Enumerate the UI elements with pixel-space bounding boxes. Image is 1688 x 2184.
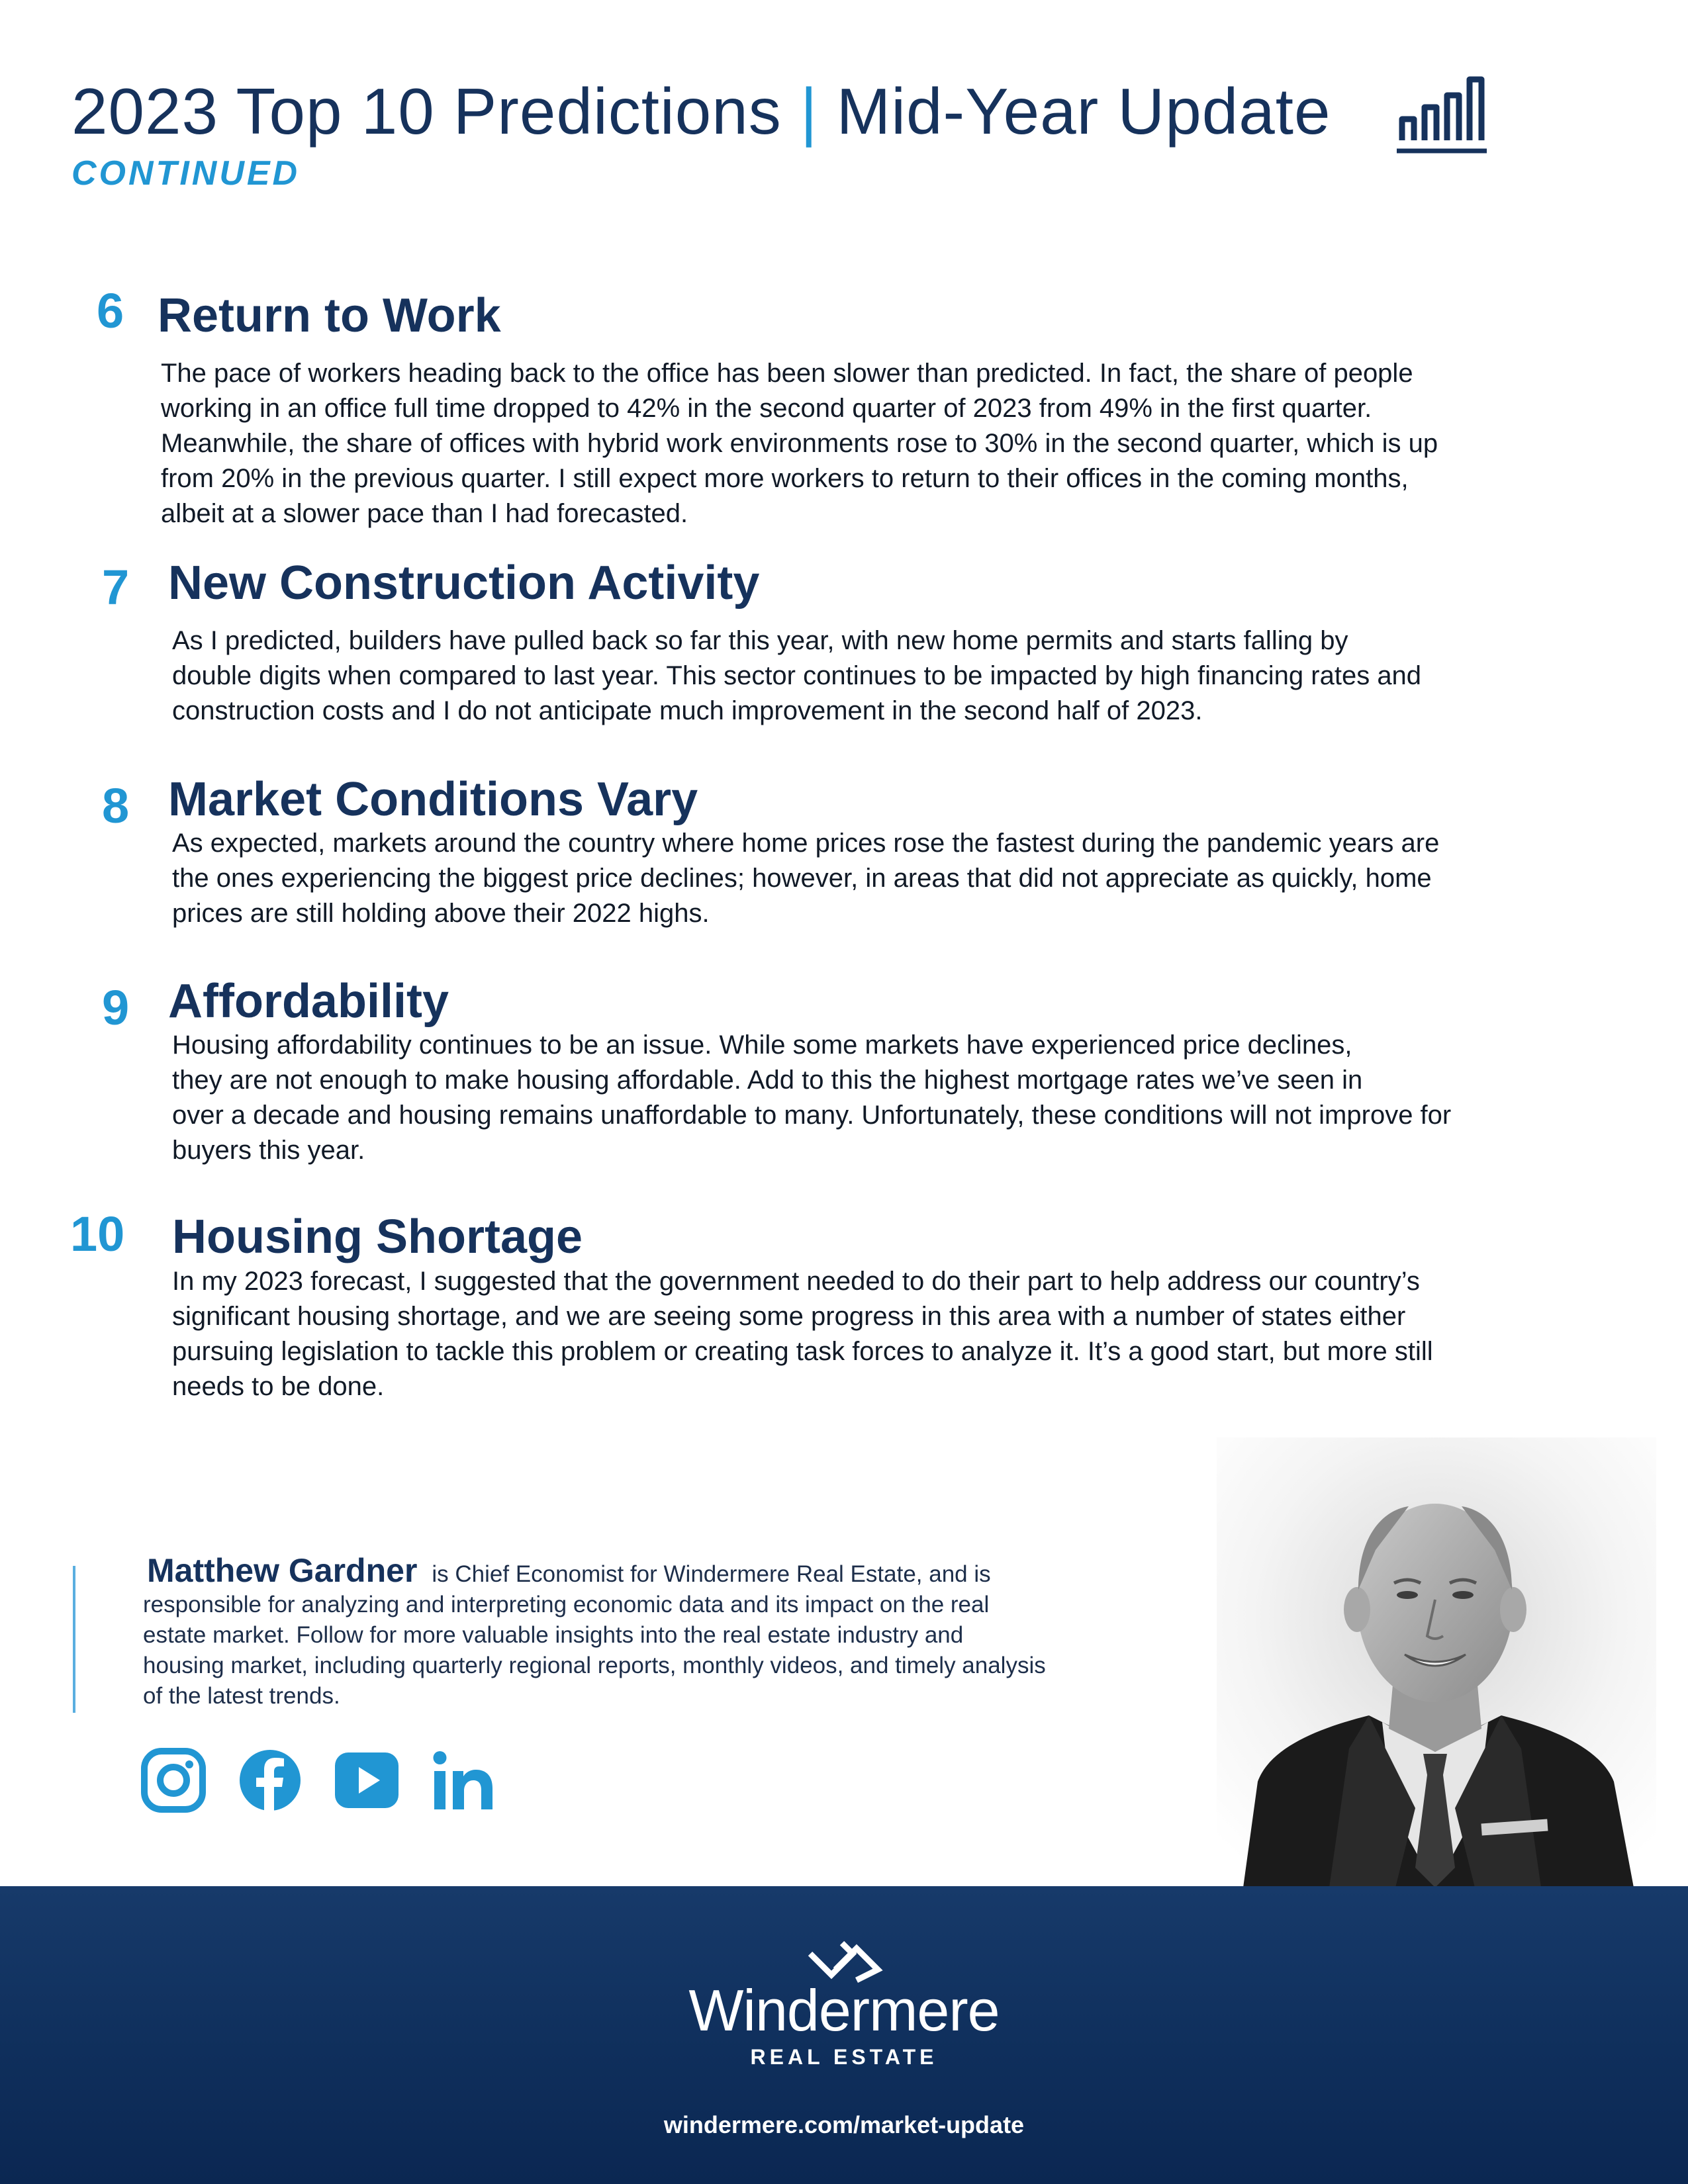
body-line: As expected, markets around the country where home prices rose the fastest during the pandemic years are: [172, 829, 1440, 858]
body-line: Meanwhile, the share of offices with hybrid work environments rose to 30% in the second quarter, which is up: [161, 429, 1438, 458]
title-update: Mid-Year Update: [818, 75, 1331, 148]
prediction-heading: Market Conditions Vary: [168, 773, 698, 826]
prediction-body: [172, 826, 1628, 931]
body-line: the ones experiencing the biggest price declines; however, in areas that did not appreciate as quickly, home: [172, 864, 1432, 893]
bio-line: of the latest trends.: [143, 1683, 340, 1709]
prediction-number: 8: [102, 778, 130, 833]
prediction-number: 6: [97, 283, 124, 338]
facebook-icon[interactable]: [237, 1747, 303, 1813]
body-line: double digits when compared to last year. This sector continues to be impacted by high financing rates and: [172, 661, 1422, 690]
body-line: they are not enough to make housing affordable. Add to this the highest mortgage rates we’ve seen in: [172, 1066, 1363, 1095]
body-line: construction costs and I do not anticipate much improvement in the second half of 2023.: [172, 696, 1203, 725]
social-links: [140, 1747, 511, 1820]
page-title: [71, 71, 1395, 151]
body-line: prices are still holding above their 2022 highs.: [172, 899, 710, 928]
body-line: over a decade and housing remains unaffordable to many. Unfortunately, these conditions will not improve for: [172, 1101, 1452, 1130]
youtube-icon[interactable]: [334, 1747, 400, 1813]
body-line: significant housing shortage, and we are seeing some progress in this area with a number of states either: [172, 1302, 1406, 1331]
prediction-heading: Return to Work: [158, 289, 501, 342]
body-line: pursuing legislation to tackle this problem or creating task forces to analyze it. It’s a good start, but more still: [172, 1337, 1433, 1366]
author-photo: [1217, 1437, 1656, 1888]
body-line: Housing affordability continues to be an issue. While some markets have experienced price declines,: [172, 1030, 1352, 1060]
page-subtitle: CONTINUED: [71, 154, 301, 193]
prediction-body: [172, 1264, 1628, 1404]
body-line: The pace of workers heading back to the office has been slower than predicted. In fact, the share of people: [161, 359, 1413, 388]
body-line: working in an office full time dropped to 42% in the second quarter of 2023 from 49% in the first quarter.: [161, 394, 1372, 423]
linkedin-icon[interactable]: [430, 1747, 496, 1813]
bio-first-line: [147, 1552, 1202, 1590]
footer-url[interactable]: windermere.com/market-update: [663, 2111, 1025, 2138]
prediction-heading: Affordability: [168, 975, 449, 1028]
body-line: needs to be done.: [172, 1372, 385, 1401]
prediction-body: [161, 356, 1617, 531]
bar-chart-icon: [1395, 73, 1488, 159]
brand-subtitle: REAL ESTATE: [750, 2045, 938, 2069]
bio-line: is Chief Economist for Windermere Real Estate, and is: [432, 1561, 991, 1587]
bio-accent-bar: [73, 1566, 75, 1713]
instagram-icon[interactable]: [140, 1747, 207, 1813]
prediction-body: [172, 1028, 1628, 1168]
prediction-heading: Housing Shortage: [172, 1210, 583, 1263]
body-line: In my 2023 forecast, I suggested that the government needed to do their part to help address our country’s: [172, 1267, 1420, 1296]
bio-line: estate market. Follow for more valuable insights into the real estate industry and: [143, 1622, 964, 1648]
prediction-heading: New Construction Activity: [168, 557, 760, 610]
title-main: 2023 Top 10 Predictions: [71, 75, 800, 148]
page-header: [71, 71, 1395, 195]
bio-text: [143, 1552, 1202, 1711]
body-line: from 20% in the previous quarter. I still expect more workers to return to their offices in the coming months,: [161, 464, 1409, 493]
prediction-number: 7: [102, 560, 130, 615]
prediction-number: 9: [102, 980, 130, 1035]
brand-name: Windermere: [688, 1978, 1000, 2043]
body-line: albeit at a slower pace than I had forecasted.: [161, 499, 688, 528]
title-separator: |: [800, 75, 818, 148]
author-name: Matthew Gardner: [147, 1552, 418, 1589]
prediction-body: [172, 623, 1628, 729]
prediction-number: 10: [70, 1206, 125, 1261]
bio-line: responsible for analyzing and interpreting economic data and its impact on the real: [143, 1592, 990, 1617]
bio-line: housing market, including quarterly regional reports, monthly videos, and timely analysis: [143, 1653, 1046, 1678]
footer: [0, 1886, 1688, 2184]
body-line: As I predicted, builders have pulled back so far this year, with new home permits and starts falling by: [172, 626, 1348, 655]
body-line: buyers this year.: [172, 1136, 365, 1165]
